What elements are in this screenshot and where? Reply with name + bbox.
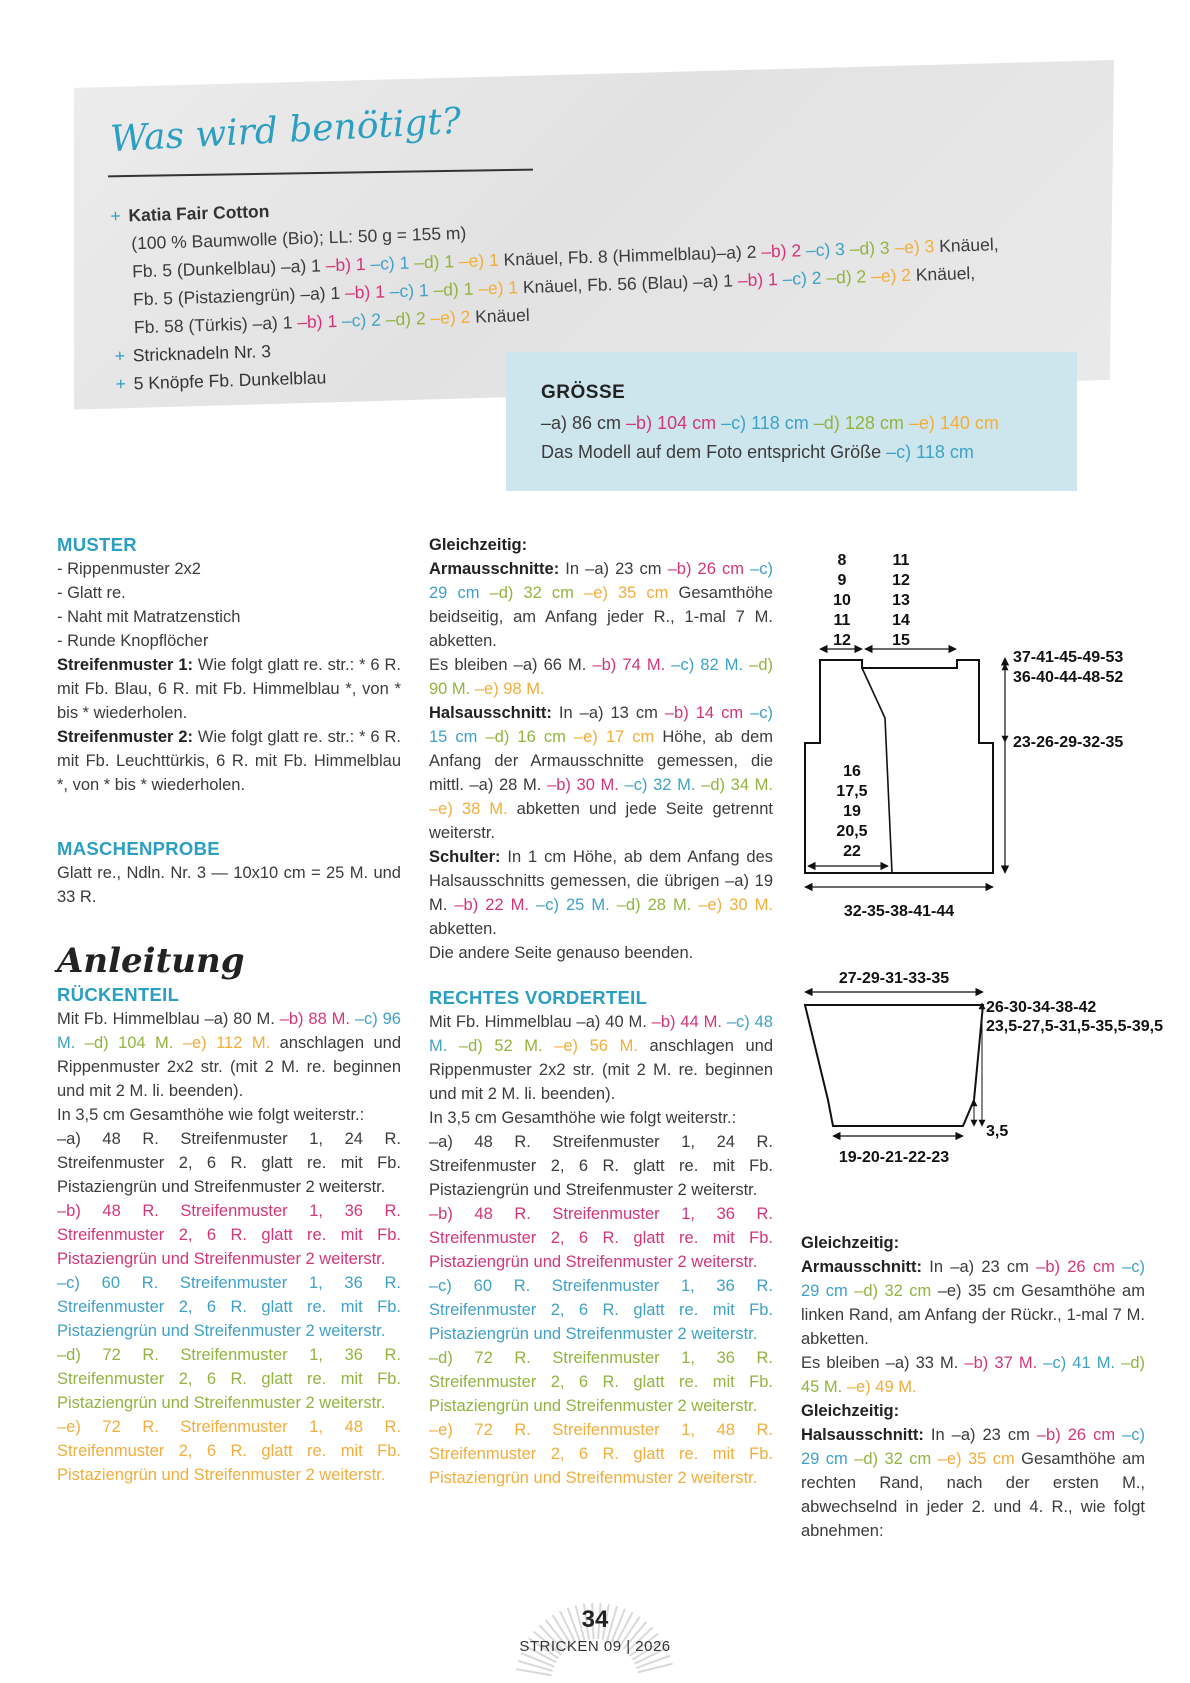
instruction-paragraph xyxy=(57,861,401,909)
spacer xyxy=(57,797,401,837)
text-segment: –a) 1 xyxy=(252,312,298,334)
text-segment: Knäuel, xyxy=(915,262,976,285)
text-segment: –e) 1 xyxy=(477,277,524,299)
text-segment: Fb. 58 (Türkis) xyxy=(133,313,253,338)
text-segment: –c) 41 M. xyxy=(1043,1354,1122,1372)
text-segment: –d) 72 R. Streifenmuster 1, 36 R. Streifenmuster 2, 6 R. glatt re. mit Fb. Pistaziengrün und Streifenmuster 2 weiterstr. xyxy=(57,1346,401,1412)
text-segment: –e) 35 cm xyxy=(584,584,669,602)
instruction-paragraph xyxy=(801,1255,1145,1351)
text-segment: –c) 29 cm xyxy=(429,560,773,602)
text-segment: –c) 96 M. xyxy=(57,1010,401,1052)
schematic-diagrams xyxy=(800,540,1180,1220)
instruction-paragraph xyxy=(429,845,773,941)
instruction-paragraph xyxy=(57,653,401,725)
text-segment: –c) 32 M. xyxy=(624,776,702,794)
text-segment: Wie folgt glatt re. str.: * 6 R. mit Fb. Leuchttürkis, 6 R. mit Fb. Himmelblau *, von * bis * wiederholen. xyxy=(57,728,401,794)
text-segment: Mit Fb. Himmelblau –a) 40 M. xyxy=(429,1013,652,1031)
text-segment: –d) 52 M. xyxy=(458,1037,555,1055)
text-segment: –e) 72 R. Streifenmuster 1, 48 R. Streifenmuster 2, 6 R. glatt re. mit Fb. Pistaziengrün und Streifenmuster 2 weiterstr. xyxy=(429,1421,773,1487)
text-segment: –a) 1 xyxy=(280,255,326,277)
section-label: Schulter: xyxy=(429,848,501,866)
text-segment: Wie folgt glatt re. str.: * 6 R. mit Fb. Blau, 6 R. mit Fb. Himmelblau *, von * bis * wiederholen. xyxy=(57,656,401,722)
text-segment: –e) 3 xyxy=(894,235,940,258)
text-segment: –e) 112 M. xyxy=(182,1034,271,1052)
text-segment: –e) 98 M. xyxy=(474,680,545,698)
text-segment: –e) 56 M. xyxy=(554,1037,638,1055)
text-segment: –b) 48 R. Streifenmuster 1, 36 R. Streifenmuster 2, 6 R. glatt re. mit Fb. Pistaziengrün und Streifenmuster 2 weiterstr. xyxy=(429,1205,773,1271)
text-segment: –d) 32 cm xyxy=(489,584,585,602)
spacer xyxy=(57,909,401,939)
instruction-paragraph xyxy=(801,1351,1145,1399)
text-segment: In 1 cm Höhe, ab dem Anfang des Halsausschnitts gemessen, die übrigen –a) 19 M. xyxy=(429,848,773,914)
section-label: Armausschnitte: xyxy=(429,560,560,578)
text-segment: In –a) 23 cm xyxy=(923,1426,1037,1444)
instruction-paragraph xyxy=(57,581,401,605)
text-segment: –e) 17 cm xyxy=(573,728,655,746)
sleeve-top-label: 27-29-31-33-35 xyxy=(838,970,950,987)
section-heading: MASCHENPROBE xyxy=(57,838,220,859)
instruction-paragraph xyxy=(429,1106,773,1130)
total-height-label-1: 37-41-45-49-53 xyxy=(1013,649,1124,666)
instruction-paragraph xyxy=(429,1274,773,1346)
text-segment: –b) 22 M. xyxy=(454,896,537,914)
text-segment: Mit Fb. Himmelblau –a) 80 M. xyxy=(57,1010,280,1028)
text-segment: –b) 26 cm xyxy=(1036,1426,1123,1444)
text-segment: –a) 48 R. Streifenmuster 1, 24 R. Streifenmuster 2, 6 R. glatt re. mit Fb. Pistaziengrün und Streifenmuster 2 weiterstr. xyxy=(57,1130,401,1196)
text-segment: –d) 28 M. xyxy=(616,896,699,914)
text-segment: –e) 2 xyxy=(430,306,476,328)
size-box xyxy=(506,352,1077,491)
text-segment: Es bleiben –a) 66 M. xyxy=(429,656,593,674)
text-segment: –e) 49 M. xyxy=(846,1378,917,1396)
section-heading: RÜCKENTEIL xyxy=(57,984,180,1005)
text-segment: –d) 32 cm xyxy=(854,1282,938,1300)
text-segment: Fb. 5 (Pistaziengrün) xyxy=(132,284,301,310)
text-segment: –a) 2 xyxy=(716,241,762,263)
page-number: 34 xyxy=(581,1606,609,1633)
instruction-paragraph xyxy=(57,1127,401,1199)
text-segment: Das Modell auf dem Foto entspricht Größe xyxy=(541,442,887,462)
text-segment: –c) 118 cm xyxy=(721,413,814,433)
text-segment: –d) 72 R. Streifenmuster 1, 36 R. Streifenmuster 2, 6 R. glatt re. mit Fb. Pistaziengrün und Streifenmuster 2 weiterstr. xyxy=(429,1349,773,1415)
text-segment: Knäuel xyxy=(474,304,530,327)
text-segment: –b) 88 M. xyxy=(279,1010,355,1028)
text-segment: anschlagen und Rippenmuster 2x2 str. (mit 2 M. re. beginnen und mit 2 M. li. beenden). xyxy=(429,1037,773,1103)
text-segment: –e) 2 xyxy=(870,264,917,287)
text-segment: Knäuel, Fb. 8 (Himmelblau) xyxy=(503,242,717,270)
section-heading: MUSTER xyxy=(57,534,137,555)
section-label: Halsausschnitt: xyxy=(429,704,552,722)
text-segment: –c) 1 xyxy=(389,279,434,302)
text-segment: –b) 26 cm xyxy=(667,560,751,578)
text-segment: Gesamthöhe beidseitig, am Anfang jeder R., 1-mal 7 M. abketten. xyxy=(429,584,773,650)
text-segment: –c) 60 R. Streifenmuster 1, 36 R. Streifenmuster 2, 6 R. glatt re. mit Fb. Pistaziengrün und Streifenmuster 2 weiterstr. xyxy=(429,1277,773,1343)
size-model-note xyxy=(541,438,1042,467)
instruction-paragraph xyxy=(801,1231,1145,1255)
instruction-paragraph xyxy=(429,1010,773,1106)
text-segment: –c) 60 R. Streifenmuster 1, 36 R. Streifenmuster 2, 6 R. glatt re. mit Fb. Pistaziengrün und Streifenmuster 2 weiterstr. xyxy=(57,1274,401,1340)
text-segment: Höhe, ab dem Anfang der Armausschnitte gemessen, die mittl. –a) 28 M. xyxy=(429,728,773,794)
instruction-paragraph xyxy=(429,941,773,965)
text-segment: - Naht mit Matratzenstich xyxy=(57,608,241,626)
text-segment: –d) 34 M. xyxy=(701,776,773,794)
text-segment: In 3,5 cm Gesamthöhe wie folgt weiterstr.: xyxy=(57,1106,365,1124)
instruction-paragraph xyxy=(429,557,773,653)
sleeve-length-label-2: 23,5-27,5-31,5-35,5-39,5 xyxy=(986,1018,1164,1035)
text-segment: –e) 1 xyxy=(458,249,504,272)
text-segment: –e) 38 M. xyxy=(429,800,508,818)
text-segment: –b) 1 xyxy=(296,310,343,333)
sleeve-diagram xyxy=(805,970,1163,1166)
materials-headline: Was wird benötigt? xyxy=(109,100,463,161)
needles-text: Stricknadeln Nr. 3 xyxy=(132,341,272,366)
text-segment: –d) 2 xyxy=(826,266,872,288)
text-segment: –e) 35 cm xyxy=(937,1450,1015,1468)
section-label: Halsausschnitt: xyxy=(801,1426,924,1444)
instruction-paragraph xyxy=(57,557,401,581)
text-segment: –d) 32 cm xyxy=(854,1450,938,1468)
sleeve-outline xyxy=(805,1005,983,1126)
size-list xyxy=(541,409,1042,438)
text-segment: –e) 30 M. xyxy=(698,896,773,914)
text-segment: –b) 44 M. xyxy=(651,1013,727,1031)
total-height-label-2: 36-40-44-48-52 xyxy=(1013,669,1124,686)
instruction-paragraph xyxy=(429,533,773,557)
shoulder-b-label: 11 12 13 14 15 xyxy=(892,552,910,649)
text-segment: –b) 1 xyxy=(344,281,391,303)
instruction-paragraph xyxy=(57,1199,401,1271)
section-label: Gleichzeitig: xyxy=(801,1402,900,1420)
instruction-paragraph xyxy=(429,653,773,701)
spacer xyxy=(429,965,773,986)
text-segment: Knäuel, Fb. 56 (Blau) xyxy=(522,271,694,298)
text-segment: –c) 1 xyxy=(370,252,415,274)
text-segment: –b) 74 M. xyxy=(592,656,672,674)
text-segment: –c) 29 cm xyxy=(801,1258,1145,1300)
text-segment: –d) 1 xyxy=(413,251,460,273)
text-segment: –b) 104 cm xyxy=(626,413,722,433)
width-label: 32-35-38-41-44 xyxy=(843,903,955,920)
text-segment: –d) 104 M. xyxy=(84,1034,183,1052)
text-segment: –d) 90 M. xyxy=(429,656,773,698)
text-segment: –a) 1 xyxy=(299,282,346,305)
instruction-paragraph xyxy=(429,701,773,845)
front-edge-line xyxy=(862,668,892,873)
instruction-paragraph xyxy=(57,725,401,797)
text-segment: anschlagen und Rippenmuster 2x2 str. (mit 2 M. re. beginnen und mit 2 M. li. beenden). xyxy=(57,1034,401,1100)
section-label: Streifenmuster 2: xyxy=(57,728,194,746)
text-segment: abketten und jede Seite getrennt weiterstr. xyxy=(429,800,773,842)
text-segment: –c) 48 M. xyxy=(429,1013,773,1055)
instructions-column-1 xyxy=(57,533,401,1487)
text-segment: –d) 16 cm xyxy=(485,728,574,746)
text-segment: –b) 2 xyxy=(760,240,807,262)
instruction-paragraph xyxy=(57,1271,401,1343)
instruction-paragraph xyxy=(57,1103,401,1127)
text-segment: - Glatt re. xyxy=(57,584,126,602)
text-segment: –c) 2 xyxy=(782,267,827,289)
yarn-name: Katia Fair Cotton xyxy=(128,201,270,226)
instruction-paragraph xyxy=(57,605,401,629)
instruction-paragraph xyxy=(429,1202,773,1274)
back-piece-diagram xyxy=(805,552,1123,920)
instruction-paragraph xyxy=(429,1346,773,1418)
text-segment: –d) 2 xyxy=(385,307,431,330)
back-outline xyxy=(805,660,993,873)
text-segment: –a) 1 xyxy=(692,270,739,292)
text-segment: –c) 25 M. xyxy=(536,896,617,914)
instructions-script-heading: Anleitung xyxy=(57,941,245,981)
text-segment: –b) 26 cm xyxy=(1036,1258,1123,1276)
text-segment: –e) 35 cm Gesamthöhe am linken Rand, am Anfang der Rückr., 1-mal 7 M. abketten. xyxy=(801,1282,1145,1348)
section-label: Armausschnitt: xyxy=(801,1258,923,1276)
text-segment: –c) 3 xyxy=(805,238,851,261)
instruction-paragraph xyxy=(429,1418,773,1490)
instruction-paragraph xyxy=(57,629,401,653)
cuff-label: 3,5 xyxy=(986,1123,1009,1140)
text-segment: In –a) 23 cm xyxy=(559,560,668,578)
instruction-paragraph xyxy=(801,1399,1145,1423)
section-heading: RECHTES VORDERTEIL xyxy=(429,987,648,1008)
text-segment: –e) 72 R. Streifenmuster 1, 48 R. Streifenmuster 2, 6 R. glatt re. mit Fb. Pistaziengrün und Streifenmuster 2 weiterstr. xyxy=(57,1418,401,1484)
text-segment: Glatt re., Ndln. Nr. 3 — 10x10 cm = 25 M. und 33 R. xyxy=(57,864,401,906)
text-segment: –d) 45 M. xyxy=(801,1354,1145,1396)
text-segment: –b) 1 xyxy=(325,253,371,276)
armhole-height-label: 23-26-29-32-35 xyxy=(1013,734,1124,751)
text-segment: –c) 15 cm xyxy=(429,704,773,746)
text-segment: –a) 48 R. Streifenmuster 1, 24 R. Streifenmuster 2, 6 R. glatt re. mit Fb. Pistaziengrün und Streifenmuster 2 weiterstr. xyxy=(429,1133,773,1199)
size-title: GRÖSSE xyxy=(541,382,626,403)
text-segment: –c) 118 cm xyxy=(886,442,974,462)
plus-icon: + xyxy=(114,345,126,366)
text-segment: Die andere Seite genauso beenden. xyxy=(429,944,694,962)
text-segment: Knäuel, xyxy=(938,234,999,256)
text-segment: –e) 140 cm xyxy=(908,413,999,433)
text-segment: –b) 48 R. Streifenmuster 1, 36 R. Streifenmuster 2, 6 R. glatt re. mit Fb. Pistaziengrün und Streifenmuster 2 weiterstr. xyxy=(57,1202,401,1268)
text-segment: (100 % Baumwolle (Bio); LL: 50 g = 155 m) xyxy=(130,222,467,254)
instruction-paragraph xyxy=(801,1423,1145,1543)
text-segment: –d) 1 xyxy=(433,278,479,300)
text-segment: –c) 82 M. xyxy=(671,656,750,674)
section-label: Gleichzeitig: xyxy=(429,536,528,554)
text-segment: - Runde Knopflöcher xyxy=(57,632,209,650)
text-segment: –b) 14 cm xyxy=(664,704,751,722)
section-label: Streifenmuster 1: xyxy=(57,656,194,674)
section-label: Gleichzeitig: xyxy=(801,1234,900,1252)
instructions-column-3 xyxy=(801,1231,1145,1543)
text-segment: In 3,5 cm Gesamthöhe wie folgt weiterstr.: xyxy=(429,1109,737,1127)
plus-icon: + xyxy=(110,205,121,226)
text-segment: Fb. 5 (Dunkelblau) xyxy=(131,256,282,282)
instructions-column-2 xyxy=(429,533,773,1490)
text-segment: In –a) 13 cm xyxy=(551,704,665,722)
text-segment: –a) 86 cm xyxy=(541,413,627,433)
text-segment: abketten. xyxy=(429,920,497,938)
instruction-paragraph xyxy=(429,1130,773,1202)
text-segment: –c) 29 cm xyxy=(801,1426,1145,1468)
text-segment: –c) 2 xyxy=(341,309,387,331)
instruction-paragraph xyxy=(57,1343,401,1415)
text-segment: –d) 3 xyxy=(849,237,895,259)
buttons-text: 5 Knöpfe Fb. Dunkelblau xyxy=(133,367,327,394)
text-segment: In –a) 23 cm xyxy=(922,1258,1037,1276)
text-segment: –d) 128 cm xyxy=(813,413,909,433)
plus-icon: + xyxy=(115,373,127,394)
text-segment: Es bleiben –a) 33 M. xyxy=(801,1354,965,1372)
text-segment: - Rippenmuster 2x2 xyxy=(57,560,201,578)
instruction-paragraph xyxy=(57,1007,401,1103)
text-segment: –b) 37 M. xyxy=(964,1354,1044,1372)
text-segment: Gesamthöhe am rechten Rand, nach der ersten M., abwechselnd in jeder 2. und 4. R., wie folgt abnehmen: xyxy=(801,1450,1145,1540)
text-segment: –b) 30 M. xyxy=(547,776,625,794)
sleeve-length-label-1: 26-30-34-38-42 xyxy=(986,999,1097,1016)
shoulder-a-label: 8 9 10 11 12 xyxy=(833,552,851,649)
magazine-issue: STRICKEN 09 | 2026 xyxy=(519,1638,671,1655)
text-segment: –b) 1 xyxy=(737,268,783,291)
half-width-label: 16 17,5 19 20,5 22 xyxy=(836,763,868,860)
instruction-paragraph xyxy=(57,1415,401,1487)
sleeve-bottom-label: 19-20-21-22-23 xyxy=(838,1149,950,1166)
